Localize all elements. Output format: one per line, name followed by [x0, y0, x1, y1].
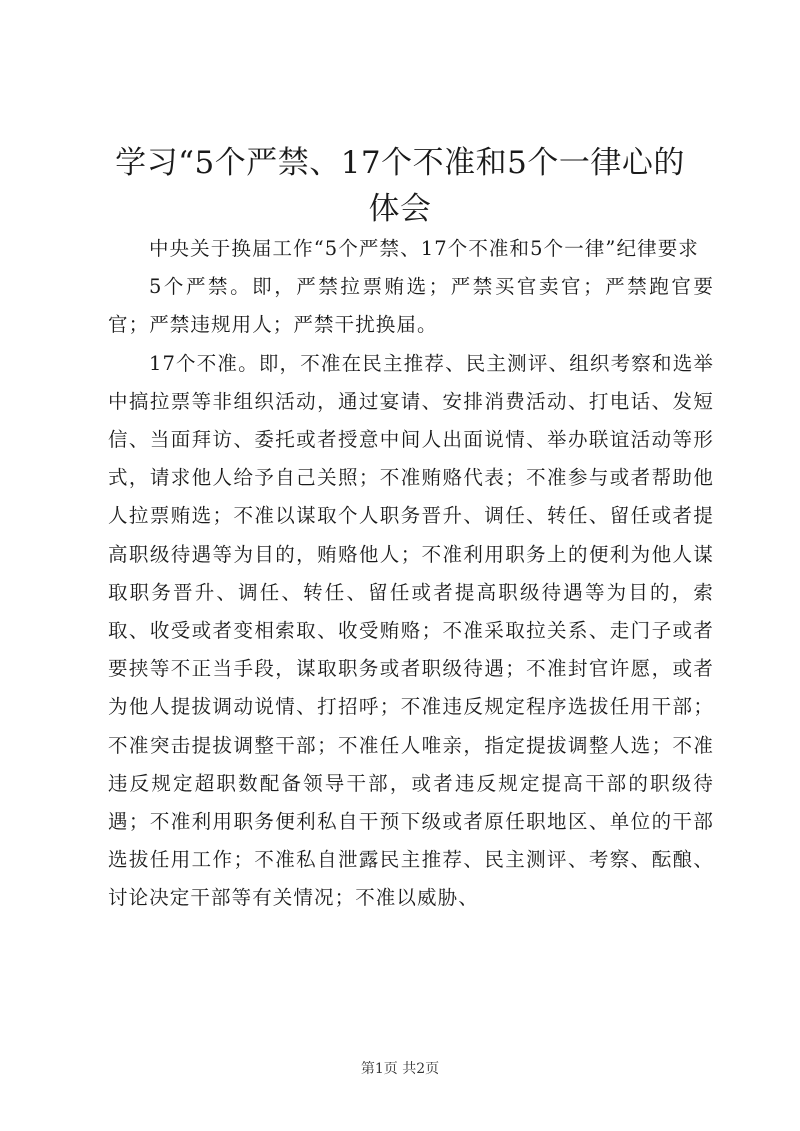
paragraph-five-prohibitions: 5个严禁。即，严禁拉票贿选；严禁买官卖官；严禁跑官要官；严禁违规用人；严禁干扰换届。 — [108, 275, 714, 337]
page-number-footer: 第1页 共2页 — [360, 1061, 440, 1077]
paragraph-intro: 中央关于换届工作“5个严禁、17个不准和5个一律”纪律要求 — [148, 237, 699, 260]
document-body — [108, 230, 714, 918]
document-title: 学习“5个严禁、17个不准和5个一律心的体会 — [115, 145, 685, 227]
paragraph-seventeen-bans: 17个不准。即，不准在民主推荐、民主测评、组织考察和选举中搞拉票等非组织活动，通过宴请、安排消费活动、打电话、发短信、当面拜访、委托或者授意中间人出面说情、举办联谊活动等形式，请求他人给予自己关照；不准贿赂代表；不准参与或者帮助他人拉票贿选；不准以谋取个人职务晋升、调任、转任、留任或者提高职级待遇等为目的，贿赂他人；不准利用职务上的便利为他人谋取职务晋升、调任、转任、留任或者提高职级待遇等为目的，索取、收受或者变相索取、收受贿赂；不准采取拉关系、走门子或者要挟等不正当手段，谋取职务或者职级待遇；不准封官许愿，或者为他人提拔调动说情、打招呼；不准违反规定程序选拔任用干部；不准突击提拔调整干部；不准任人唯亲，指定提拔调整人选；不准违反规定超职数配备领导干部，或者违反规定提高干部的职级待遇；不准利用职务便利私自干预下级或者原任职地区、单位的干部选拔任用工作；不准私自泄露民主推荐、民主测评、考察、酝酿、讨论决定干部等有关情况；不准以威胁、 — [108, 351, 714, 910]
